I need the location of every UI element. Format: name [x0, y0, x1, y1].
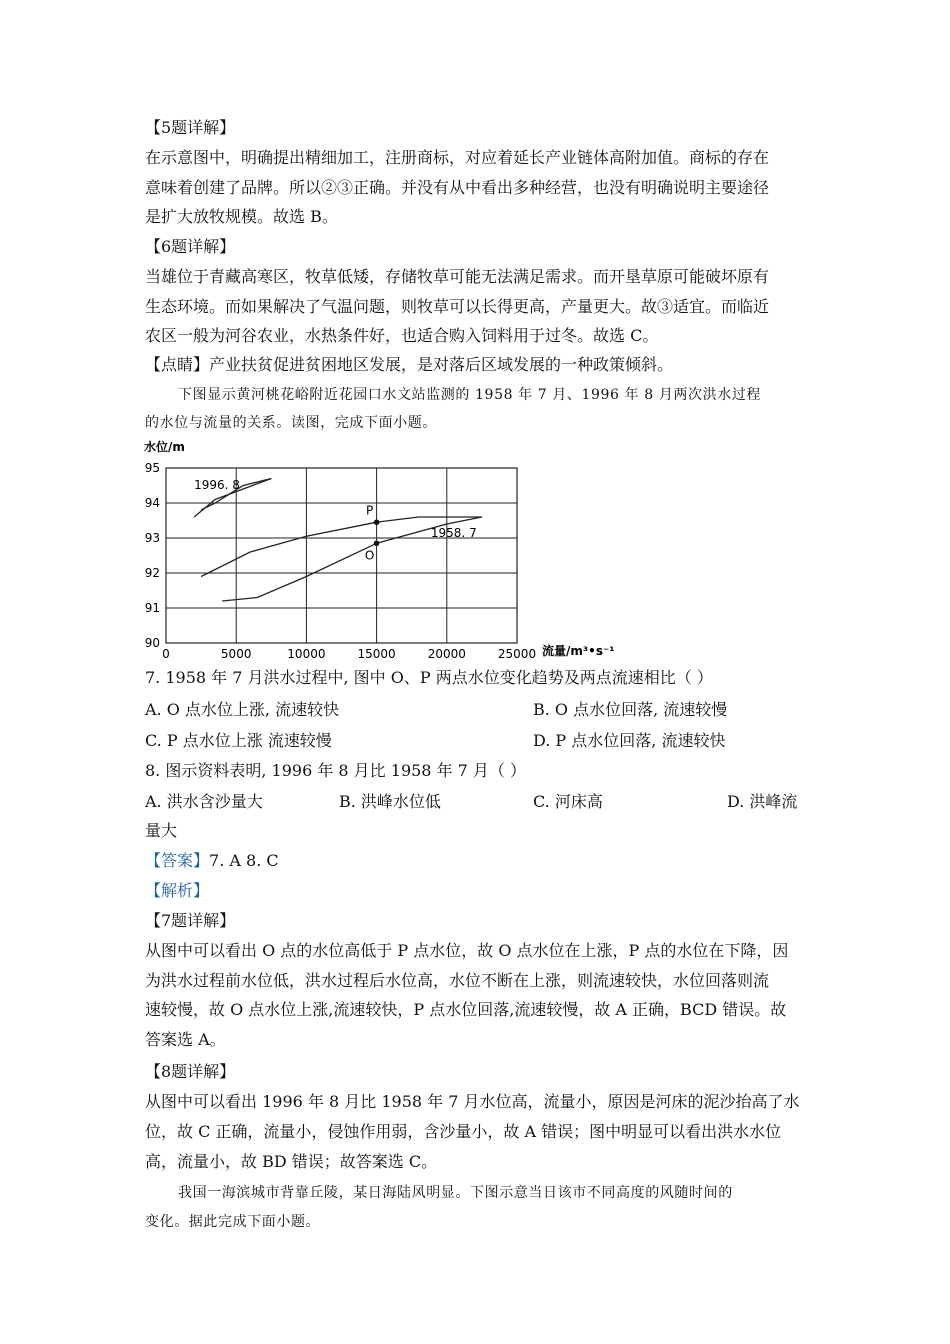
- intro1-line-2: 的水位与流量的关系。读图，完成下面小题。: [145, 415, 437, 431]
- chart-grid: [166, 468, 517, 643]
- series-label-1958: 1958. 7: [430, 525, 477, 540]
- q8d-header: 【8题详解】: [145, 1062, 236, 1081]
- q7d-line-1: 从图中可以看出 O 点的水位高低于 P 点水位，故 O 点水位在上涨，P 点的水位在下降，因: [145, 941, 789, 960]
- q8-option-c: C. 河床高: [533, 792, 603, 811]
- q6-line-3: 农区一般为河谷农业，水热条件好，也适合购入饲料用于过冬。故选 C。: [145, 326, 659, 345]
- water-level-flow-chart: [140, 435, 640, 665]
- q7d-line-4: 答案选 A。: [145, 1030, 226, 1049]
- q5-line-2: 意味着创建了品牌。所以②③正确。并没有从中看出多种经营，也没有明确说明主要途径: [145, 178, 770, 197]
- chart-series: [194, 478, 482, 601]
- x-tick-label: 25000: [497, 647, 537, 661]
- y-tick-label: 94: [144, 496, 160, 510]
- q5-line-1: 在示意图中，明确提出精细加工，注册商标，对应着延长产业链体高附加值。商标的存在: [145, 148, 770, 167]
- q8d-line-1: 从图中可以看出 1996 年 8 月比 1958 年 7 月水位高，流量小，原因是河床的泥沙抬高了水: [145, 1092, 800, 1111]
- q7-option-d: D. P 点水位回落, 流速较快: [533, 731, 726, 750]
- x-tick-label: 20000: [427, 647, 466, 661]
- chart-points: [365, 503, 380, 562]
- q8-option-a: A. 洪水含沙量大: [145, 792, 263, 811]
- analysis-label: 【解析】: [145, 881, 210, 900]
- x-tick-label: 0: [162, 647, 170, 661]
- q7-option-a: A. O 点水位上涨, 流速较快: [145, 700, 340, 719]
- answer-text: 7. A 8. C: [209, 851, 279, 870]
- y-tick-label: 95: [144, 461, 160, 475]
- q6-line-1: 当雄位于青藏高寒区，牧草低矮，存储牧草可能无法满足需求。而开垦草原可能破坏原有: [145, 267, 770, 286]
- point-p: [374, 519, 380, 525]
- series-label-1996: 1996. 8: [194, 477, 240, 492]
- q8d-line-2: 位，故 C 正确，流量小，侵蚀作用弱，含沙量小，故 A 错误；图中明显可以看出洪水水位: [145, 1122, 782, 1141]
- intro2-line-1: 我国一海滨城市背靠丘陵，某日海陆风明显。下图示意当日该市不同高度的风随时间的: [178, 1185, 733, 1201]
- answer-label: 【答案】: [145, 851, 210, 870]
- x-tick-label: 5000: [220, 647, 252, 661]
- q6-header: 【6题详解】: [145, 237, 236, 256]
- x-axis-label: 流量/m³•s⁻¹: [542, 644, 615, 658]
- y-tick-label: 91: [144, 601, 160, 615]
- y-tick-label: 92: [144, 566, 160, 580]
- q8d-line-3: 高，流量小，故 BD 错误；故答案选 C。: [145, 1152, 438, 1171]
- intro2-line-2: 变化。据此完成下面小题。: [145, 1214, 321, 1230]
- q8-option-d-wrap: 量大: [145, 821, 178, 840]
- plot-border: [166, 468, 517, 643]
- x-tick-label: 10000: [287, 647, 326, 661]
- q7-stem: 7. 1958 年 7 月洪水过程中, 图中 O、P 两点水位变化趋势及两点流速相比（ ）: [145, 668, 713, 687]
- q6-line-2: 生态环境。而如果解决了气温问题，则牧草可以长得更高，产量更大。故③适宜。而临近: [145, 297, 770, 316]
- point-o: [374, 540, 380, 546]
- q7-option-b: B. O 点水位回落, 流速较慢: [533, 700, 728, 719]
- y-tick-label: 93: [144, 531, 160, 545]
- intro1-line-1: 下图显示黄河桃花峪附近花园口水文站监测的 1958 年 7 月、1996 年 8 月两次洪水过程: [178, 387, 762, 403]
- y-tick-label: 90: [144, 636, 160, 650]
- q7-option-c: C. P 点水位上涨 流速较慢: [145, 731, 332, 750]
- q7d-header: 【7题详解】: [145, 911, 236, 930]
- q8-option-d: D. 洪峰流: [727, 792, 798, 811]
- x-tick-label: 15000: [357, 647, 396, 661]
- q5-line-3: 是扩大放牧规模。故选 B。: [145, 207, 338, 226]
- comment-line: 【点睛】产业扶贫促进贫困地区发展，是对落后区域发展的一种政策倾斜。: [145, 355, 674, 374]
- point-label-p: P: [365, 503, 374, 518]
- q5-header: 【5题详解】: [145, 118, 236, 137]
- q8-stem: 8. 图示资料表明, 1996 年 8 月比 1958 年 7 月（ ）: [145, 761, 527, 780]
- q8-option-b: B. 洪峰水位低: [339, 792, 441, 811]
- point-label-o: O: [364, 548, 375, 563]
- y-axis-label: 水位/m: [144, 440, 185, 454]
- q7d-line-2: 为洪水过程前水位低，洪水过程后水位高，水位不断在上涨，则流速较快，水位回落则流: [145, 971, 770, 990]
- answer-line: [145, 850, 279, 872]
- q7d-line-3: 速较慢，故 O 点水位上涨,流速较快，P 点水位回落,流速较慢，故 A 正确，BCD 错误。故: [145, 1000, 787, 1019]
